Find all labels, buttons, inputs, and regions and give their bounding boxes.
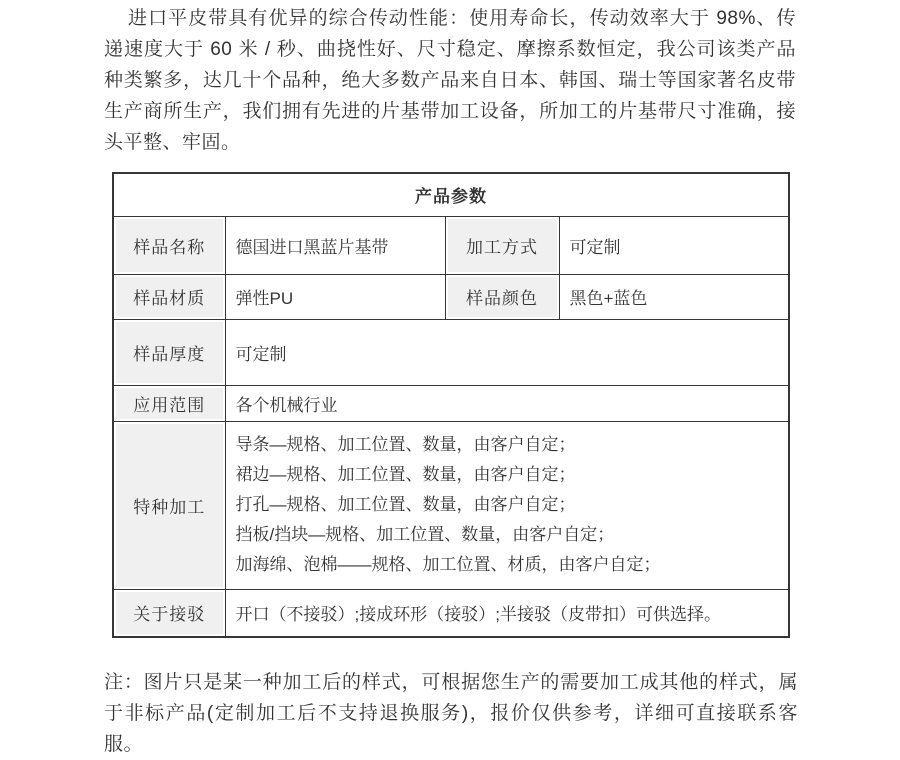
intro-paragraph: 进口平皮带具有优异的综合传动性能：使用寿命长，传动效率大于 98%、传递速度大于 60 米 / 秒、曲挠性好、尺寸稳定、摩擦系数恒定，我公司该类产品种类繁多，达几十个品种，绝大多数产品来自日本、韩国、瑞士等国家著名皮带生产商所生产，我们拥有先进的片基带加工设备，所加工的片基带尺寸准确，接头平整、牢固。 <box>104 8 796 153</box>
param-value-material: 弹性PU <box>225 274 445 319</box>
special-processing-item: 打孔—规格、加工位置、数量，由客户自定； <box>235 495 576 514</box>
table-row <box>113 274 789 319</box>
param-label-color: 样品颜色 <box>445 274 559 319</box>
param-label-processing: 加工方式 <box>445 216 559 274</box>
param-label-application: 应用范围 <box>113 385 225 421</box>
param-label-material: 样品材质 <box>113 274 225 319</box>
table-row <box>113 216 789 274</box>
special-processing-item: 挡板/挡块—规格、加工位置、数量，由客户自定； <box>235 525 615 544</box>
table-row <box>113 319 789 385</box>
param-value-thickness: 可定制 <box>225 319 789 385</box>
special-processing-list <box>236 422 789 588</box>
param-label-thickness: 样品厚度 <box>113 319 225 385</box>
param-label-joint: 关于接驳 <box>113 589 225 637</box>
table-row <box>113 421 789 589</box>
table-row <box>113 385 789 421</box>
product-params-table <box>112 172 790 638</box>
param-value-processing: 可定制 <box>559 216 789 274</box>
special-processing-item: 裙边—规格、加工位置、数量，由客户自定； <box>235 465 576 484</box>
param-value-color: 黑色+蓝色 <box>559 274 789 319</box>
footnote-text: 注：图片只是某一种加工后的样式，可根据您生产的需要加工成其他的样式，属于非标产品(定制加工后不支持退换服务)，报价仅供参考，详细可直接联系客服。 <box>104 672 798 755</box>
special-processing-item: 导条—规格、加工位置、数量，由客户自定； <box>235 435 576 454</box>
param-value-application: 各个机械行业 <box>225 385 789 421</box>
param-value-joint: 开口（不接驳）;接成环形（接驳）;半接驳（皮带扣）可供选择。 <box>225 589 789 637</box>
table-title: 产品参数 <box>113 173 789 216</box>
param-label-special-processing: 特种加工 <box>113 421 225 589</box>
param-label-sample-name: 样品名称 <box>113 216 225 274</box>
param-value-special-processing <box>225 421 789 589</box>
table-row <box>113 589 789 637</box>
table-title-row <box>113 173 789 216</box>
special-processing-item: 加海绵、泡棉——规格、加工位置、材质，由客户自定； <box>235 555 661 574</box>
param-value-sample-name: 德国进口黑蓝片基带 <box>225 216 445 274</box>
